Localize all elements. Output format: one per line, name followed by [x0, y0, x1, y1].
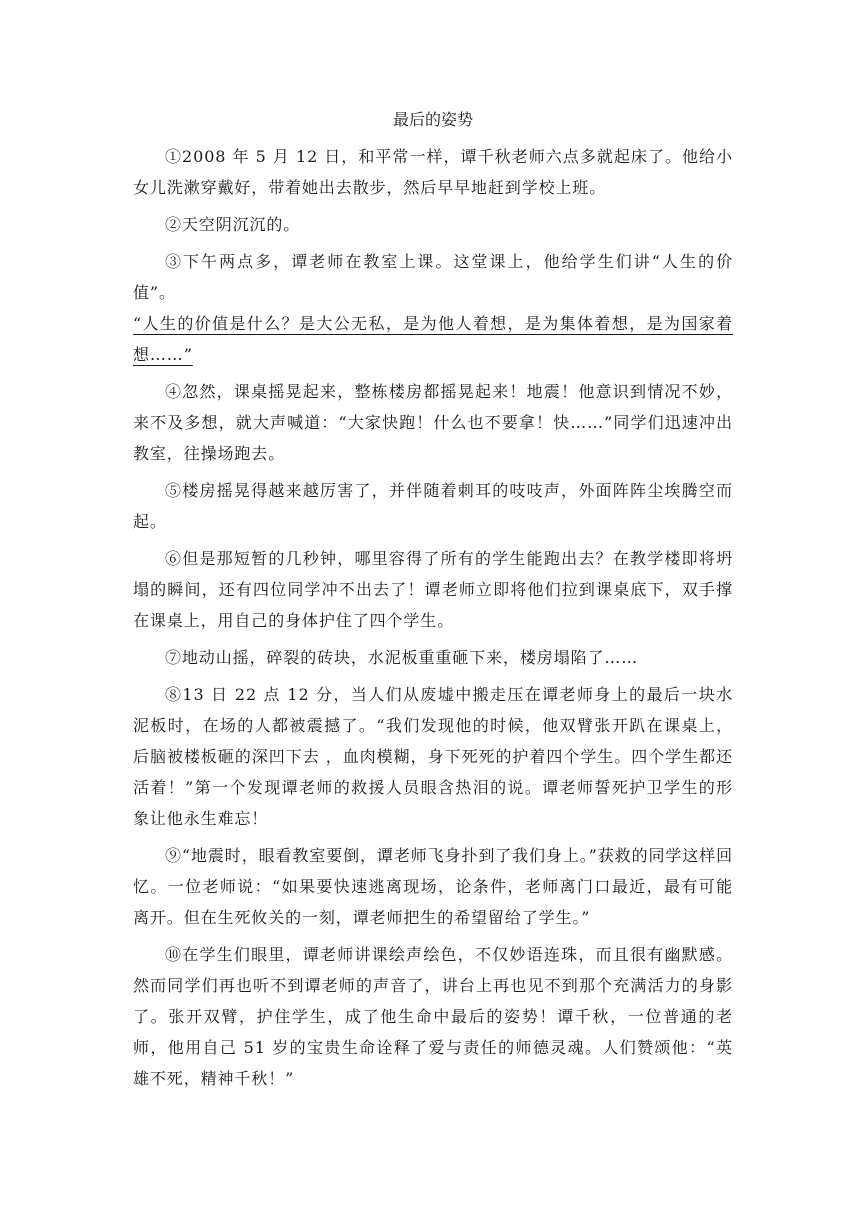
- paragraph-1: ①2008 年 5 月 12 日，和平常一样，谭千秋老师六点多就起床了。他给小女儿洗漱穿戴好，带着她出去散步，然后早早地赶到学校上班。: [133, 147, 733, 197]
- paragraph-5: ⑤楼房摇晃得越来越厉害了，并伴随着刺耳的吱吱声，外面阵阵尘埃腾空而起。: [133, 481, 733, 531]
- quote-text: “人生的价值是什么？是大公无私，是为他人着想，是为集体着想，是为国家着想……”: [133, 314, 733, 364]
- paragraph-6: ⑥但是那短暂的几秒钟，哪里容得了所有的学生能跑出去？在教学楼即将坍塌的瞬间，还有四位同学冲不出去了！谭老师立即将他们拉到课桌底下，双手撑在课桌上，用自己的身体护住了四个学生。: [133, 549, 733, 630]
- paragraph-4: ④忽然，课桌摇晃起来，整栋楼房都摇晃起来！地震！他意识到情况不妙，来不及多想，就大声喊道：“大家快跑！什么也不要拿！快……”同学们迅速冲出教室，往操场跑去。: [133, 382, 733, 463]
- paragraph-10: ⑩在学生们眼里，谭老师讲课绘声绘色，不仅妙语连珠，而且很有幽默感。然而同学们再也听不到谭老师的声音了，讲台上再也见不到那个充满活力的身影了。张开双臂，护住学生，成了他生命中最后的姿势！谭千秋，一位普通的老师，他用自己 51 岁的宝贵生命诠释了爱与责任的师德灵魂。人们赞颂他：“英雄不死，精神千秋！”: [133, 945, 733, 1088]
- document-page: [133, 104, 733, 1094]
- paragraph-9: ⑨“地震时，眼看教室要倒，谭老师飞身扑到了我们身上。”获救的同学这样回忆。一位老师说：“如果要快速逃离现场，论条件，老师离门口最近，最有可能离开。但在生死攸关的一刻，谭老师把生的希望留给了学生。”: [133, 846, 733, 927]
- document-title: 最后的姿势: [392, 110, 473, 129]
- paragraph-3: ③下午两点多，谭老师在教室上课。这堂课上，他给学生们讲“人生的价值”。: [133, 252, 733, 302]
- paragraph-7: ⑦地动山摇，碎裂的砖块，水泥板重重砸下来，楼房塌陷了……: [165, 648, 639, 667]
- underlined-quote: [133, 308, 733, 370]
- paragraph-2: ②天空阴沉沉的。: [165, 215, 301, 234]
- paragraph-8: ⑧13 日 22 点 12 分，当人们从废墟中搬走压在谭老师身上的最后一块水泥板时，在场的人都被震撼了。“我们发现他的时候，他双臂张开趴在课桌上，后脑被楼板砸的深凹下去 ，血肉模糊，身下死死的护着四个学生。四个学生都还活着！”第一个发现谭老师的救援人员眼含热泪的说。谭老师誓死护卫学生的形象让他永生难忘！: [133, 685, 733, 828]
